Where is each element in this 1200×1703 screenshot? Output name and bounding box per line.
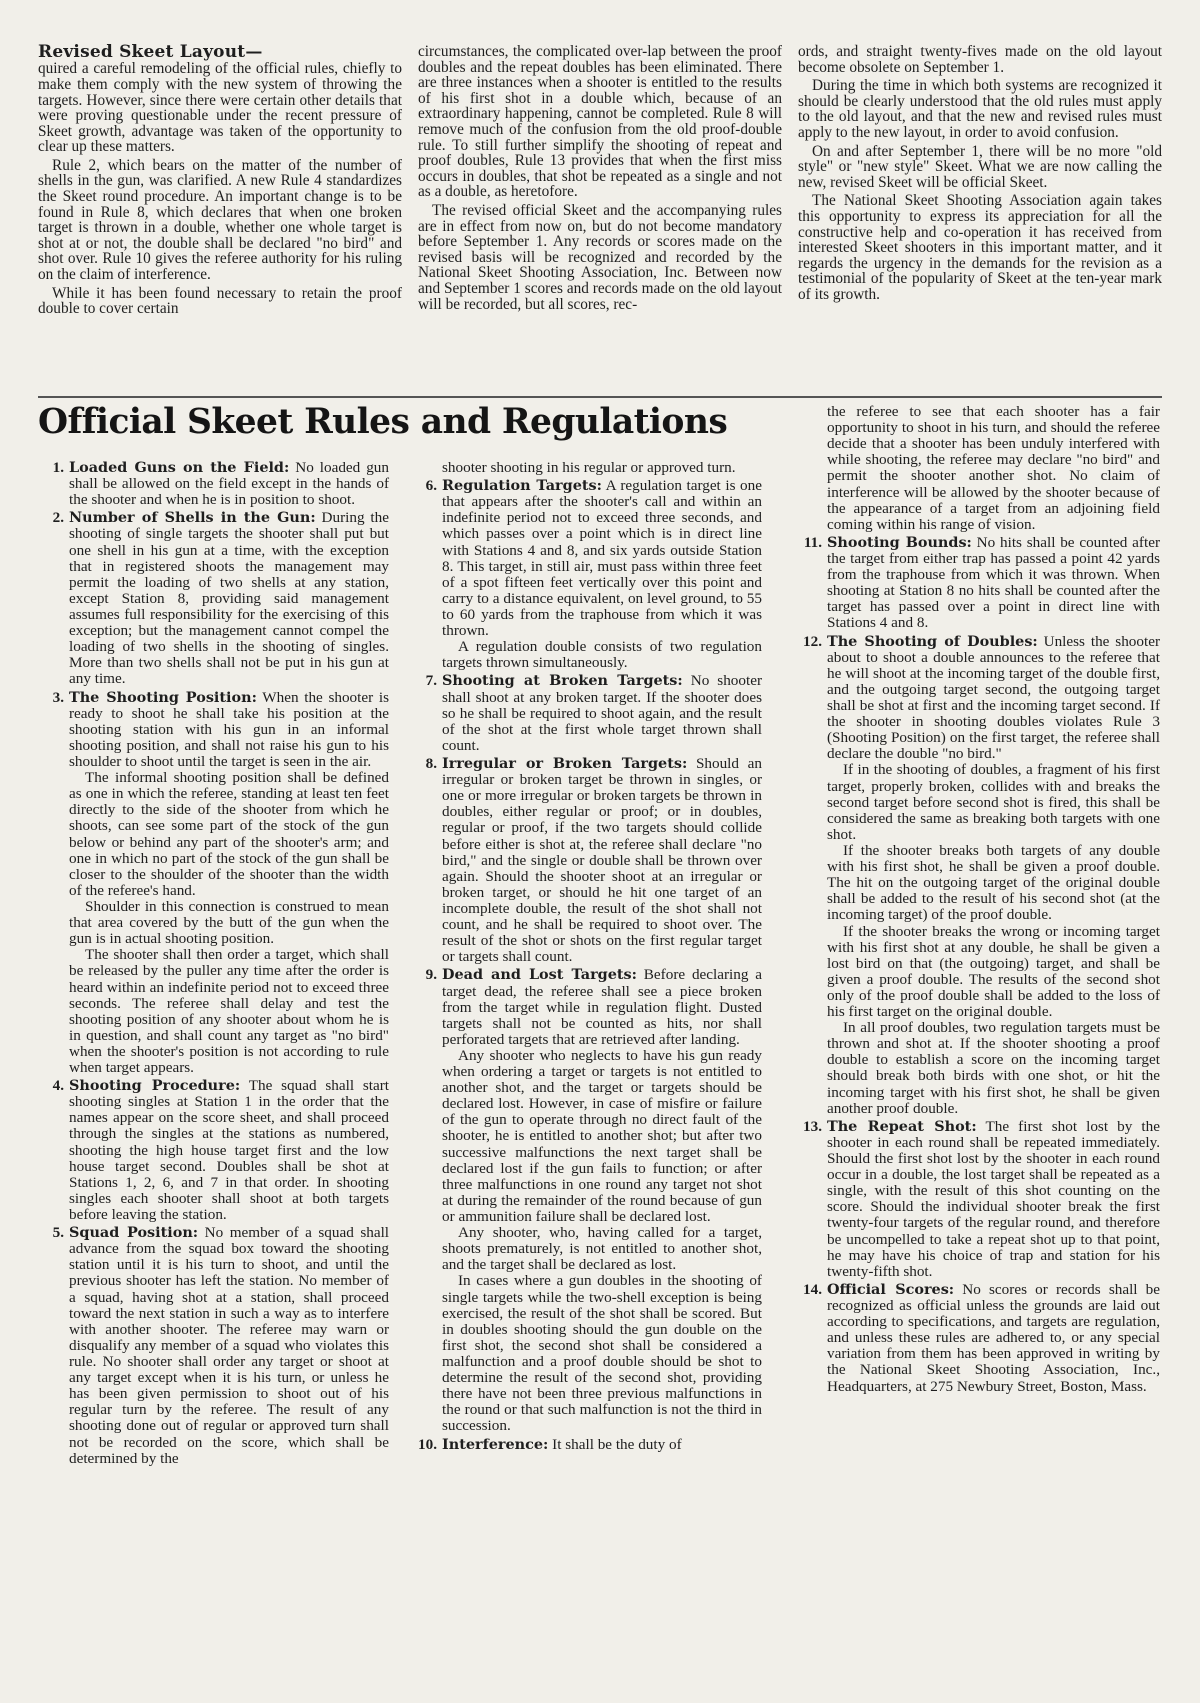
rule-number: 11.	[803, 533, 822, 551]
rule-label: Squad Position:	[69, 1224, 199, 1242]
intro-column-2	[418, 44, 782, 390]
rule-item	[411, 967, 762, 1434]
intro-column-1	[38, 44, 402, 390]
rule-text: The squad shall start shooting singles at Station 1 in the order that the names appear on the score sheet, and shall proceed through the singles at the stations as numbered, shooting the high house target first and the low house target second. Doubles shall be shot at Stations 1, 2, 6, and 7 in that order. In shooting singles each shooter shall shoot at both targets before leaving the station.	[69, 1077, 389, 1224]
rule-text: Should an irregular or broken target be thrown in singles, or one or more irregular or broken targets be thrown in doubles, either regular or proof; or in doubles, regular or proof, if the two targets should collide before either is shot at, the referee shall declare "no bird," and the single or double shall be thrown over again. Should the shooter shoot at an irregular or broken target, or should he hit one target of an incomplete double, the result of the shot shall not count, and he shall be required to shoot over. The result of the shot or shots on the first regular target or targets shall count.	[442, 754, 763, 966]
rule-item	[411, 478, 762, 671]
rule-label: Shooting Bounds:	[827, 533, 972, 551]
rule-number: 4.	[52, 1077, 64, 1095]
rule-text: No loaded gun shall be allowed on the field except in the hands of the shooter and when he is in position to shoot.	[69, 459, 389, 509]
rule-text: It shall be the duty of	[552, 1435, 682, 1453]
rule-number: 10.	[418, 1435, 437, 1453]
rule-item	[411, 756, 762, 965]
rules-column-2	[411, 460, 762, 1690]
rule-paragraph: If in the shooting of doubles, a fragment of his first target, properly broken, collides with and breaks the second target before second shot is fired, this shall be considered the same as breaking both targets with one shot.	[827, 761, 1160, 843]
rule-item	[411, 1437, 762, 1453]
intro-paragraph: Revised Skeet Layout— quired a careful remodeling of the official rules, chiefly to make them comply with the new system of throwing the targets. However, since there were certain other details that were proving questionable under the recent pressure of Skeet growth, advantage was taken of the opportunity to clear up these matters.	[38, 42, 402, 156]
intro-paragraph: circumstances, the complicated over-lap between the proof doubles and the repeat doubles has been eliminated. There are three instances when a shooter is entitled to the results of his first shot in a double which, because of an extraordinary happening, cannot be completed. Rule 8 will remove much of the confusion from the old proof-double rule. To still further simplify the shooting of repeat and proof doubles, Rule 13 provides that when the first miss occurs in doubles, that shot be repeated as a single and not as a double, as heretofore.	[418, 43, 782, 201]
rules-column-1	[38, 460, 389, 1690]
rule-number: 2.	[52, 509, 64, 527]
rule-label: The Shooting of Doubles:	[827, 632, 1038, 650]
rule-paragraph: In cases where a gun doubles in the shooting of single targets while the two-shell exception is being exercised, the result of the shot shall be scored. But in doubles shooting should the gun double on the first shot, the second shot shall be considered a malfunction and a proof double should be shot to determine the result of the second shot, providing there have not been three previous malfunctions in the round or that such malfunction is not the third in succession.	[442, 1272, 762, 1435]
intro-paragraph: The revised official Skeet and the accompanying rules are in effect from now on, but do not become mandatory before September 1. Any records or scores made on the revised basis will be recognized and recorded by the National Skeet Shooting Association, Inc. Between now and September 1 scores and records made on the old layout will be recorded, but all scores, rec-	[418, 201, 782, 313]
rule-item	[38, 460, 389, 508]
rule-continuation: shooter shooting in his regular or approved turn.	[442, 459, 736, 476]
rule-paragraph: Shoulder in this connection is construed to mean that area covered by the butt of the gun when the gun is in actual shooting position.	[69, 897, 389, 948]
section-divider	[38, 396, 1162, 398]
rule-text: No member of a squad shall advance from the squad box toward the shooting station until it is his turn to shoot, and until the previous shooter has left the station. No member of a squad, having shot at a station, shall proceed toward the next station in such a way as to interfere with another shooter. The referee may warn or disqualify any member of a squad who violates this rule. No shooter shall order any target or shoot at any target except when it is his turn, or unless he has been given permission to shoot out of his regular turn by the referee. The result of any shooting done out of regular or approved turn shall not be recorded on the score, which shall be determined by the	[69, 1224, 390, 1467]
rule-number: 8.	[425, 754, 437, 772]
intro-column-3	[798, 44, 1162, 390]
rule-item	[796, 535, 1160, 632]
rule-number: 1.	[52, 459, 64, 476]
rule-number: 14.	[803, 1280, 822, 1298]
rule-paragraph: If the shooter breaks both targets of any double with his first shot, he shall be given a proof double. The hit on the outgoing target of the original double shall be added to the result of his second shot (at the incoming target) of the proof double.	[827, 841, 1160, 924]
rule-paragraph: Any shooter who neglects to have his gun ready when ordering a target or targets is not entitled to another shot, and the target or targets should be declared lost. However, in case of misfire or failure of the gun to operate through no direct fault of the shooter, he is entitled to another shot; but after two successive malfunctions the next target shall be declared lost if the gun fails to function; or after three malfunctions in one round any target not shot at during the remainder of the round because of gun or ammunition failure shall be declared lost.	[442, 1046, 762, 1226]
intro-paragraph: During the time in which both systems are recognized it should be clearly understood that the old rules must apply to the old layout, and that the new and revised rules must apply to the new layout, in order to avoid confusion.	[798, 77, 1162, 141]
intro-paragraph: The National Skeet Shooting Association again takes this opportunity to express its appreciation for all the constructive help and co-operation it has received from interested Skeet shooters in this important matter, and it regards the urgency in the demands for the revision as a testimonial of the popularity of Skeet at the ten-year mark of its growth.	[798, 192, 1162, 303]
rule-paragraph: The informal shooting position shall be defined as one in which the referee, standing at least ten feet directly to the side of the shooter from which he shoots, can see some part of the stock of the gun below or behind any part of the shooter's arm; and one in which no part of the stock of the gun shall be closer to the shoulder of the shooter than the width of the referee's hand.	[69, 769, 389, 899]
rule-item	[38, 510, 389, 687]
rule-label: Number of Shells in the Gun:	[69, 509, 316, 527]
rule-number: 7.	[425, 672, 437, 690]
rules-column-3	[796, 404, 1160, 1690]
rule-item	[38, 1078, 389, 1223]
rule-paragraph: In all proof doubles, two regulation targets must be thrown and shot at. If the shooter shooting a proof double to establish a score on the incoming target should break both birds with one shot, or hit the incoming target with his first shot, he shall be given another proof double.	[827, 1019, 1160, 1117]
rule-item	[796, 1119, 1160, 1280]
rule-text: The first shot lost by the shooter in each round shall be repeated immediately. Should the first shot lost by the shooter in each round occur in a double, the lost target shall be repeated as a single, with the result of this shot counting on the score. Should the individual shooter break the first twenty-four targets of the regular round, and therefore be uncompelled to take a repeat shot up to that point, he may have his choice of trap and station for his twenty-fifth shot.	[827, 1117, 1160, 1280]
rule-label: Shooting Procedure:	[69, 1077, 241, 1095]
rule-item	[38, 1225, 389, 1467]
rule-text: During the shooting of single targets the shooter shall put but one shell in his gun at a time, with the exception that in registered shoots the management may permit the loading of two shells at any station, except Station 8, providing said management assumes full responsibility for the exercising of this exception; but the management cannot compel the loading of two shells in the shooting of singles. More than two shells shall not be put in his gun at any time.	[69, 509, 389, 688]
rule-label: The Repeat Shot:	[827, 1117, 977, 1135]
section-heading: Revised Skeet Layout—	[38, 42, 263, 62]
rule-text: No hits shall be counted after the target from either trap has passed a point 42 yards from the traphouse from which it was thrown. When shooting at Station 8 no hits shall be counted after the target has passed over a point in direct line with Stations 4 and 8.	[827, 533, 1161, 632]
rule-label: Loaded Guns on the Field:	[69, 459, 290, 476]
rule-text: No shooter shall shoot at any broken target. If the shooter does so he shall be required to shoot again, and the result of the shot at the first whole target thrown shall count.	[442, 672, 762, 754]
rule-number: 13.	[803, 1117, 822, 1135]
rule-item	[411, 673, 762, 754]
rule-text: Before declaring a target dead, the referee shall see a piece broken from the target while in regulation flight. Dusted targets shall not be counted as hits, nor shall perforated targets that are retrieved after landing.	[442, 966, 763, 1048]
rule-number: 5.	[52, 1224, 64, 1242]
rule-text: Unless the shooter about to shoot a double announces to the referee that he will shoot at the incoming target of the double first, and the outgoing target second, the outgoing target shall be shot at first and the incoming target second. If the shooter in shooting doubles violates Rule 3 (Shooting Position) on the first target, the referee shall declare the double "no bird."	[827, 632, 1160, 763]
rule-text: No scores or records shall be recognized as official unless the grounds are laid out according to specifications, and targets are regulation, and unless these rules are adhered to, or any special variation from them has been approved in writing by the National Skeet Shooting Association, Inc., Headquarters, at 275 Newbury Street, Boston, Mass.	[827, 1280, 1161, 1395]
intro-paragraph: Rule 2, which bears on the matter of the number of shells in the gun, was clarified. A new Rule 4 standardizes the Skeet round procedure. An important change is to be found in Rule 8, which declares that when one broken target is thrown in a double, whether one whole target is shot at or not, the double shall be declared "no bird" and shot over. Rule 10 gives the referee authority for his ruling on the claim of interference.	[38, 156, 402, 284]
intro-paragraph: ords, and straight twenty-fives made on the old layout become obsolete on September 1.	[798, 43, 1162, 76]
rule-continuation: the referee to see that each shooter has a fair opportunity to shoot in his turn, and should the referee decide that a shooter has been unduly interfered with while shooting, the referee may declare "no bird" and permit the shooter another shot. No claim of interference will be allowed by the shooter because of the appearance of a target from an adjoining field coming within his range of vision.	[827, 403, 1160, 533]
page-title: Official Skeet Rules and Regulations	[38, 402, 728, 442]
rule-item	[796, 634, 1160, 1117]
rule-label: Regulation Targets:	[442, 477, 602, 495]
rule-number: 12.	[803, 632, 822, 650]
rule-paragraph: A regulation double consists of two regulation targets thrown simultaneously.	[442, 638, 762, 672]
rule-item	[38, 690, 389, 1077]
intro-paragraph: While it has been found necessary to retain the proof double to cover certain	[38, 284, 402, 318]
rule-paragraph: The shooter shall then order a target, which shall be released by the puller any time after the order is heard within an indefinite period not to exceed three seconds. The referee shall delay and test the shooting position of any shooter about whom he is in question, and shall count any target as "no bird" when the shooter's position is not according to rule when target appears.	[69, 946, 389, 1077]
rule-label: Interference:	[442, 1435, 549, 1453]
rule-number: 9.	[425, 966, 437, 984]
rule-text: When the shooter is ready to shoot he shall take his position at the shooting station with his gun in an informal shooting position, and shall not raise his gun to his shoulder to shoot until the target is seen in the air.	[69, 688, 389, 770]
rule-number: 6.	[425, 477, 437, 495]
rules-section	[38, 460, 762, 1690]
rule-label: Dead and Lost Targets:	[442, 966, 637, 984]
rule-paragraph: If the shooter breaks the wrong or incoming target with his first shot at any double, he shall be given a lost bird on that (the outgoing) target, and shall be given a proof double. The results of the second shot only of the proof double shall be added to the loss of his first target on the original double.	[827, 922, 1160, 1021]
rule-item	[796, 1282, 1160, 1395]
rule-label: Shooting at Broken Targets:	[442, 672, 683, 690]
rule-text: A regulation target is one that appears after the shooter's call and within an indefinite period not to exceed three seconds, and which passes over a point which is in direct line with Stations 4 and 8, and six yards outside Station 8. This target, in still air, must pass within three feet of a spot fifteen feet vertically over this point and carry to a distance equivalent, on level ground, to 55 to 60 yards from the traphouse from which it was thrown.	[442, 477, 762, 640]
rule-label: The Shooting Position:	[69, 688, 257, 706]
rule-paragraph: Any shooter, who, having called for a target, shoots prematurely, is not entitled to another shot, and the target shall be declared as lost.	[442, 1224, 762, 1274]
rule-label: Irregular or Broken Targets:	[442, 754, 688, 772]
intro-paragraph: On and after September 1, there will be no more "old style" or "new style" Skeet. What we are now calling the new, revised Skeet will be official Skeet.	[798, 142, 1162, 191]
rule-number: 3.	[52, 688, 64, 706]
intro-section	[38, 44, 1162, 390]
rule-label: Official Scores:	[827, 1280, 955, 1298]
